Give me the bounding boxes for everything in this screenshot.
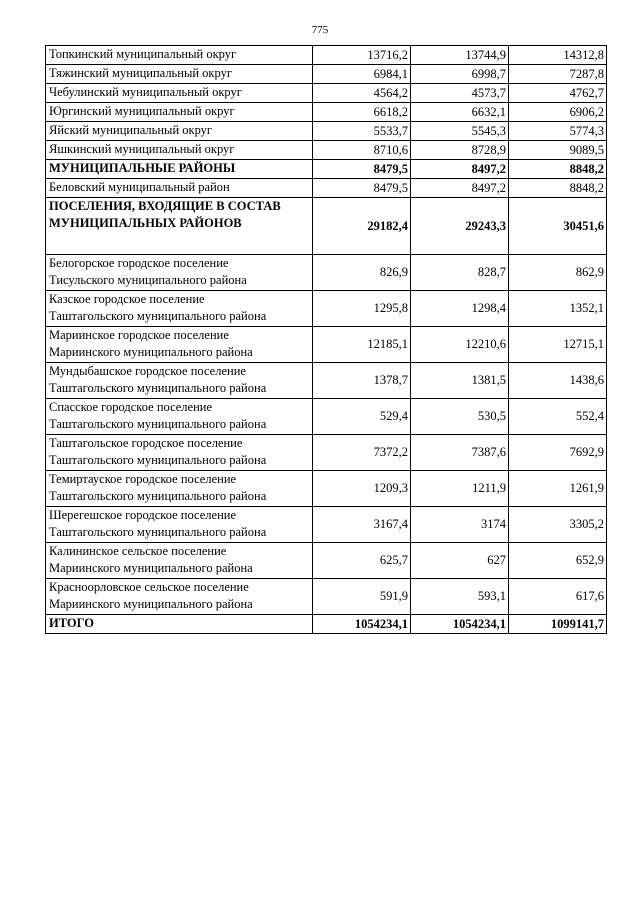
row-value-3: 6906,2 [509,103,607,122]
row-value-3: 1352,1 [509,291,607,327]
row-name-line-2: Таштагольского муниципального района [49,453,267,467]
row-name-line-1: Красноорловское сельское поселение [49,580,249,594]
row-value-2: 12210,6 [411,327,509,363]
row-name [46,198,313,255]
row-value-3: 1261,9 [509,471,607,507]
row-value-1: 29182,4 [313,198,411,255]
row-value-2: 8728,9 [411,141,509,160]
row-value-3: 552,4 [509,399,607,435]
row-value-1: 1054234,1 [313,615,411,634]
row-value-2: 593,1 [411,579,509,615]
row-name-line-1: ПОСЕЛЕНИЯ, ВХОДЯЩИЕ В СОСТАВ [49,199,281,213]
row-name [46,255,313,291]
row-name: Топкинский муниципальный округ [46,46,313,65]
row-value-3: 7692,9 [509,435,607,471]
table-row [46,179,607,198]
row-name-line-2: Таштагольского муниципального района [49,489,267,503]
row-value-3: 7287,8 [509,65,607,84]
row-name: Чебулинский муниципальный округ [46,84,313,103]
row-value-2: 6632,1 [411,103,509,122]
row-value-1: 13716,2 [313,46,411,65]
row-name-line-1: Таштагольское городское поселение [49,436,243,450]
row-name-line-2: Мариинского муниципального района [49,345,253,359]
row-value-2: 1211,9 [411,471,509,507]
row-name: Беловский муниципальный район [46,179,313,198]
row-name-line-1: Белогорское городское поселение [49,256,229,270]
row-name [46,399,313,435]
row-name-line-2: МУНИЦИПАЛЬНЫХ РАЙОНОВ [49,216,242,230]
row-value-1: 826,9 [313,255,411,291]
row-value-3: 8848,2 [509,160,607,179]
row-name-line-1: Казское городское поселение [49,292,205,306]
table-row [46,84,607,103]
row-value-2: 1381,5 [411,363,509,399]
row-value-2: 627 [411,543,509,579]
row-name-line-2: Таштагольского муниципального района [49,525,267,539]
row-value-1: 8710,6 [313,141,411,160]
row-name-line-2: Мариинского муниципального района [49,597,253,611]
row-name [46,471,313,507]
row-value-2: 8497,2 [411,179,509,198]
row-name-line-1: Калининское сельское поселение [49,544,227,558]
row-name-line-1: Темиртауское городское поселение [49,472,237,486]
row-name [46,363,313,399]
table-row [46,327,607,363]
row-name-line-2: Таштагольского муниципального района [49,417,267,431]
row-name-line-1: Спасское городское поселение [49,400,213,414]
row-value-3: 12715,1 [509,327,607,363]
table-row [46,543,607,579]
row-value-2: 6998,7 [411,65,509,84]
row-name: Юргинский муниципальный округ [46,103,313,122]
row-name-line-1: Мундыбашское городское поселение [49,364,246,378]
table-row [46,363,607,399]
row-value-3: 30451,6 [509,198,607,255]
row-value-1: 3167,4 [313,507,411,543]
row-value-3: 9089,5 [509,141,607,160]
row-name: ИТОГО [46,615,313,634]
row-value-3: 3305,2 [509,507,607,543]
row-name [46,579,313,615]
table-row [46,471,607,507]
row-name-line-2: Тисульского муниципального района [49,273,247,287]
page-number: 775 [311,24,329,36]
row-value-2: 29243,3 [411,198,509,255]
row-name-line-1: Мариинское городское поселение [49,328,229,342]
row-name-line-1: Шерегешское городское поселение [49,508,236,522]
table-row-total [46,615,607,634]
row-value-3: 862,9 [509,255,607,291]
row-value-1: 529,4 [313,399,411,435]
row-name-line-2: Мариинского муниципального района [49,561,253,575]
table-row [46,46,607,65]
row-name [46,291,313,327]
row-value-1: 591,9 [313,579,411,615]
table-row [46,103,607,122]
row-value-1: 1378,7 [313,363,411,399]
budget-table [45,45,607,634]
row-value-1: 6618,2 [313,103,411,122]
row-value-3: 617,6 [509,579,607,615]
row-name: МУНИЦИПАЛЬНЫЕ РАЙОНЫ [46,160,313,179]
row-value-1: 1295,8 [313,291,411,327]
row-value-2: 7387,6 [411,435,509,471]
row-value-2: 5545,3 [411,122,509,141]
row-name [46,327,313,363]
row-value-3: 8848,2 [509,179,607,198]
row-value-1: 8479,5 [313,179,411,198]
table-row [46,507,607,543]
table-row-section-header [46,198,607,255]
row-value-3: 1438,6 [509,363,607,399]
table-row [46,122,607,141]
table-row [46,141,607,160]
row-name [46,543,313,579]
row-value-2: 13744,9 [411,46,509,65]
table-row [46,255,607,291]
row-value-2: 828,7 [411,255,509,291]
row-value-2: 3174 [411,507,509,543]
row-value-1: 12185,1 [313,327,411,363]
table-row [46,291,607,327]
row-value-2: 1054234,1 [411,615,509,634]
row-name [46,435,313,471]
row-name-line-2: Таштагольского муниципального района [49,381,267,395]
table-row [46,399,607,435]
row-name: Яйский муниципальный округ [46,122,313,141]
row-value-3: 1099141,7 [509,615,607,634]
table-row [46,65,607,84]
row-value-3: 14312,8 [509,46,607,65]
row-value-2: 4573,7 [411,84,509,103]
row-value-3: 652,9 [509,543,607,579]
row-value-2: 530,5 [411,399,509,435]
row-value-3: 5774,3 [509,122,607,141]
row-value-1: 4564,2 [313,84,411,103]
row-value-1: 6984,1 [313,65,411,84]
row-value-3: 4762,7 [509,84,607,103]
row-value-1: 1209,3 [313,471,411,507]
row-value-1: 625,7 [313,543,411,579]
row-value-1: 7372,2 [313,435,411,471]
row-name [46,507,313,543]
row-value-1: 8479,5 [313,160,411,179]
table-row [46,435,607,471]
row-name-line-2: Таштагольского муниципального района [49,309,267,323]
row-value-2: 1298,4 [411,291,509,327]
row-value-2: 8497,2 [411,160,509,179]
table-row [46,579,607,615]
row-value-1: 5533,7 [313,122,411,141]
row-name: Тяжинский муниципальный округ [46,65,313,84]
row-name: Яшкинский муниципальный округ [46,141,313,160]
table-row-section-header [46,160,607,179]
